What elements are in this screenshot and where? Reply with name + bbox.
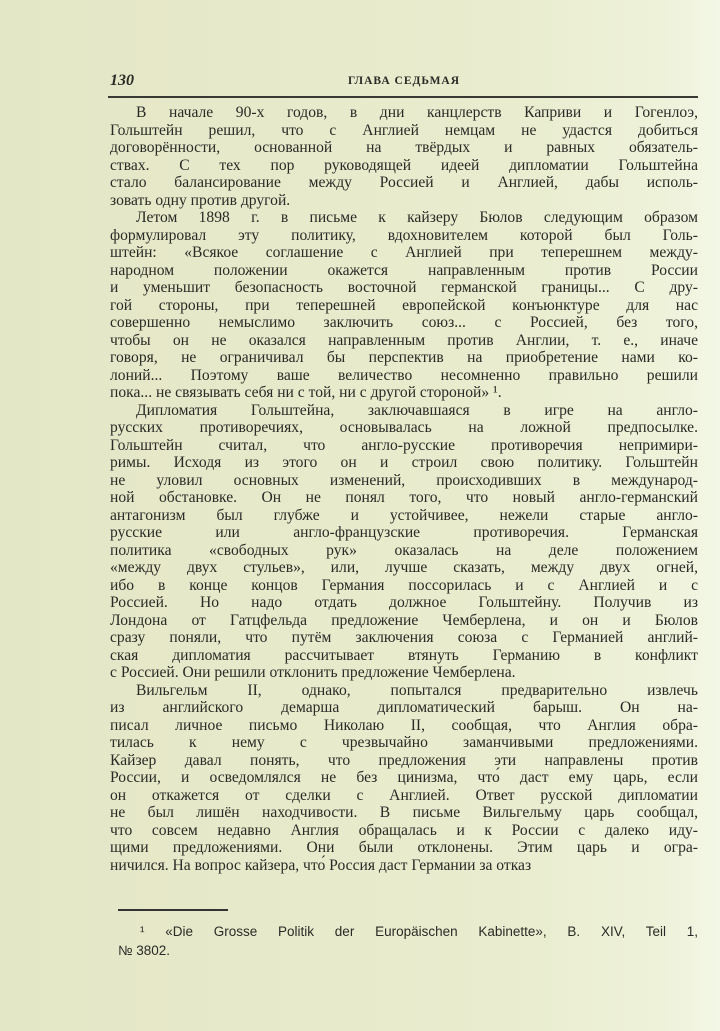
text-line: говоря, не ограничивал бы перспектив на приобретение нами ко- — [110, 349, 698, 366]
text-line: Кайзер давал понять, что предложения эти направлены против — [110, 751, 698, 769]
text-line: народном положении окажется направленным против России — [110, 261, 698, 279]
text-line: Летом 1898 г. в письме к кайзеру Бюлов следующим образом — [136, 209, 698, 226]
text-line: писал личное письмо Николаю II, сообщая, что Англия обра- — [110, 716, 698, 734]
text-line: с Россией. Они решили отклонить предложение Чемберлена. — [110, 664, 516, 681]
text-line: из английского демарша дипломатический барыш. Он на- — [110, 699, 698, 716]
text-line: формулировал эту политику, вдохновителем которой был Голь- — [110, 226, 698, 244]
text-line: русские или англо-французские противоречия. Германская — [110, 524, 698, 541]
text-line: совершенно немыслимо заключить союз... с Россией, без того, — [110, 314, 698, 331]
text-line: русских противоречиях, основывалась на ложной предпосылке. — [110, 419, 698, 436]
running-title: ГЛАВА СЕДЬМАЯ — [347, 75, 461, 87]
text-line: В начале 90-х годов, в дни канцлерств Каприви и Гогенлоэ, — [136, 104, 698, 121]
text-line: Гольштейн решил, что с Англией немцам не удастся добиться — [110, 121, 698, 139]
text-line: тилась к нему с чрезвычайно заманчивыми предложениями. — [110, 734, 698, 751]
text-line: Лондона от Гатцфельда предложение Чемберлена, и он и Бюлов — [110, 611, 698, 629]
footnote — [118, 922, 698, 960]
paragraph — [110, 682, 698, 875]
text-line: антагонизм был глубже и устойчивее, нежели старые англо- — [110, 506, 698, 524]
text-line: штейн: «Всякое соглашение с Англией при теперешнем между- — [110, 244, 698, 261]
text-line: Россией. Но надо отдать должное Гольштейну. Получив из — [110, 594, 698, 611]
text-line: и уменьшит безопасность восточной германской границы... С дру- — [110, 279, 698, 296]
text-line: Гольштейн считал, что англо-русские противоречия непримири- — [110, 436, 698, 454]
text-line: политика «свободных рук» оказалась на деле положением — [110, 541, 698, 559]
page-header — [110, 72, 698, 94]
footnote-line: № 3802. — [118, 943, 171, 958]
text-line: ствах. С тех пор руководящей идеей дипломатии Гольштейна — [110, 156, 698, 174]
text-line: договорённости, основанной на твёрдых и равных обязатель- — [110, 139, 698, 156]
text-line: что совсем недавно Англия обращалась и к России с далеко иду- — [110, 821, 698, 839]
text-line: России, и осведомлялся не без цинизма, что́ даст ему царь, если — [110, 769, 698, 786]
footnote-rule — [118, 909, 228, 911]
header-rule — [108, 96, 698, 98]
paragraph — [110, 209, 698, 402]
text-line: сразу поняли, что путём заключения союза с Германией англий- — [110, 629, 698, 646]
text-line: римы. Исходя из этого он и строил свою политику. Гольштейн — [110, 454, 698, 471]
text-line: зовать одну против другой. — [110, 191, 291, 209]
page-number: 130 — [110, 72, 134, 89]
text-line: ничился. На вопрос кайзера, что́ Россия даст Германии за отказ — [110, 856, 532, 874]
text-line: Дипломатия Гольштейна, заключавшаяся в игре на англо- — [136, 401, 698, 419]
text-line: ной обстановке. Он не понял того, что новый англо-германский — [110, 489, 698, 506]
text-line: пока... не связывать себя ни с той, ни с другой стороной» ¹. — [110, 384, 502, 401]
text-line: чтобы он не оказался направленным против Англии, т. е., иначе — [110, 331, 698, 349]
text-line: «между двух стульев», или, лучше сказать, между двух огней, — [110, 559, 698, 576]
text-line: щими предложениями. Они были отклонены. Этим царь и огра- — [110, 839, 698, 856]
text-line: стало балансирование между Россией и Англией, дабы исполь- — [110, 174, 698, 191]
body-text — [110, 104, 698, 874]
paragraph — [110, 402, 698, 682]
text-line: лоний... Поэтому ваше величество несомненно правильно решили — [110, 366, 698, 384]
text-line: гой стороны, при теперешней европейской конъюнктуре для нас — [110, 296, 698, 314]
footnote-line: ¹ «Die Grosse Politik der Europäischen Kabinette», B. XIV, Teil 1, — [140, 924, 698, 939]
text-line: ибо в конце концов Германия поссорилась и с Англией и с — [110, 576, 698, 594]
text-line: Вильгельм II, однако, попытался предварительно извлечь — [136, 681, 698, 699]
text-line: ская дипломатия рассчитывает втянуть Германию в конфликт — [110, 646, 698, 664]
text-line: он откажется от сделки с Англией. Ответ русской дипломатии — [110, 786, 698, 804]
paragraph — [110, 104, 698, 209]
text-line: не был лишён находчивости. В письме Вильгельму царь сообщал, — [110, 804, 698, 821]
text-line: не уловил основных изменений, происходивших в международ- — [110, 471, 698, 489]
